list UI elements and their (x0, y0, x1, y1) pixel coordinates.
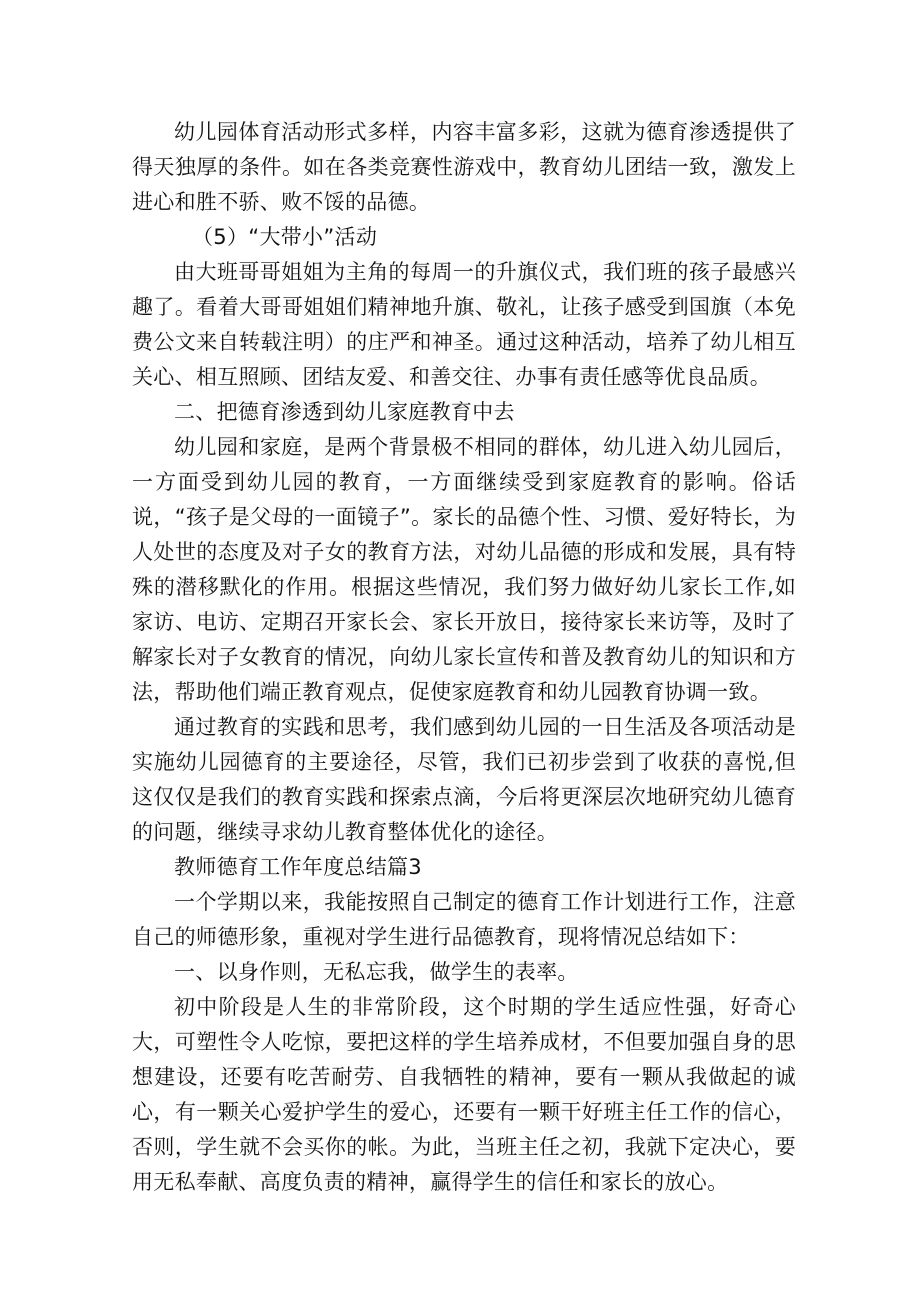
paragraph-practice-and-reflection: 通过教育的实践和思考，我们感到幼儿园的一日生活及各项活动是实施幼儿园德育的主要途径，尽管，我们已初步尝到了收获的喜悦,但这仅仅是我们的教育实践和探索点滴，今后将更深层次地研究幼儿德育的问题，继续寻求幼儿教育整体优化的途径。 (132, 715, 796, 844)
document-body (132, 115, 796, 1200)
paragraph-flag-raising: 由大班哥哥姐姐为主角的每周一的升旗仪式，我们班的孩子最感兴趣了。看着大哥哥姐姐们精神地升旗、敬礼，让孩子感受到国旗（本免费公文来自转载注明）的庄严和神圣。通过这种活动，培养了幼儿相互关心、相互照顾、团结友爱、和善交往、办事有责任感等优良品质。 (132, 260, 796, 389)
paragraph-semester-intro: 一个学期以来，我能按照自己制定的德育工作计划进行工作，注意自己的师德形象，重视对学生进行品德教育，现将情况总结如下： (132, 890, 796, 949)
heading-summary-part-3: 教师德育工作年度总结篇3 (174, 855, 422, 879)
paragraph-kindergarten-and-family: 幼儿园和家庭，是两个背景极不相同的群体，幼儿进入幼儿园后，一方面受到幼儿园的教育，一方面继续受到家庭教育的影响。俗话说，“孩子是父母的一面镜子”。家长的品德个性、习惯、爱好特长，为人处世的态度及对子女的教育方法，对幼儿品德的形成和发展，具有特殊的潜移默化的作用。根据这些情况，我们努力做好幼儿家长工作,如家访、电访、定期召开家长会、家长开放日，接待家长来访等，及时了解家长对子女教育的情况，向幼儿家长宣传和普及教育幼儿的知识和方法，帮助他们端正教育观点，促使家庭教育和幼儿园教育协调一致。 (132, 435, 796, 704)
subheading-big-helps-small: （5）“大带小”活动 (192, 225, 378, 249)
paragraph-sports-activities: 幼儿园体育活动形式多样，内容丰富多彩，这就为德育渗透提供了得天独厚的条件。如在各类竞赛性游戏中，教育幼儿团结一致，激发上进心和胜不骄、败不馁的品德。 (132, 120, 796, 214)
heading-lead-by-example: 一、以身作则，无私忘我，做学生的表率。 (174, 960, 579, 984)
paragraph-middle-school-stage: 初中阶段是人生的非常阶段，这个时期的学生适应性强，好奇心大，可塑性令人吃惊，要把这样的学生培养成材，不但要加强自身的思想建设，还要有吃苦耐劳、自我牺牲的精神，要有一颗从我做起的诚心，有一颗关心爱护学生的爱心，还要有一颗干好班主任工作的信心，否则，学生就不会买你的帐。为此，当班主任之初，我就下定决心，要用无私奉献、高度负责的精神，赢得学生的信任和家长的放心。 (132, 995, 796, 1194)
heading-family-education: 二、把德育渗透到幼儿家庭教育中去 (174, 400, 515, 424)
